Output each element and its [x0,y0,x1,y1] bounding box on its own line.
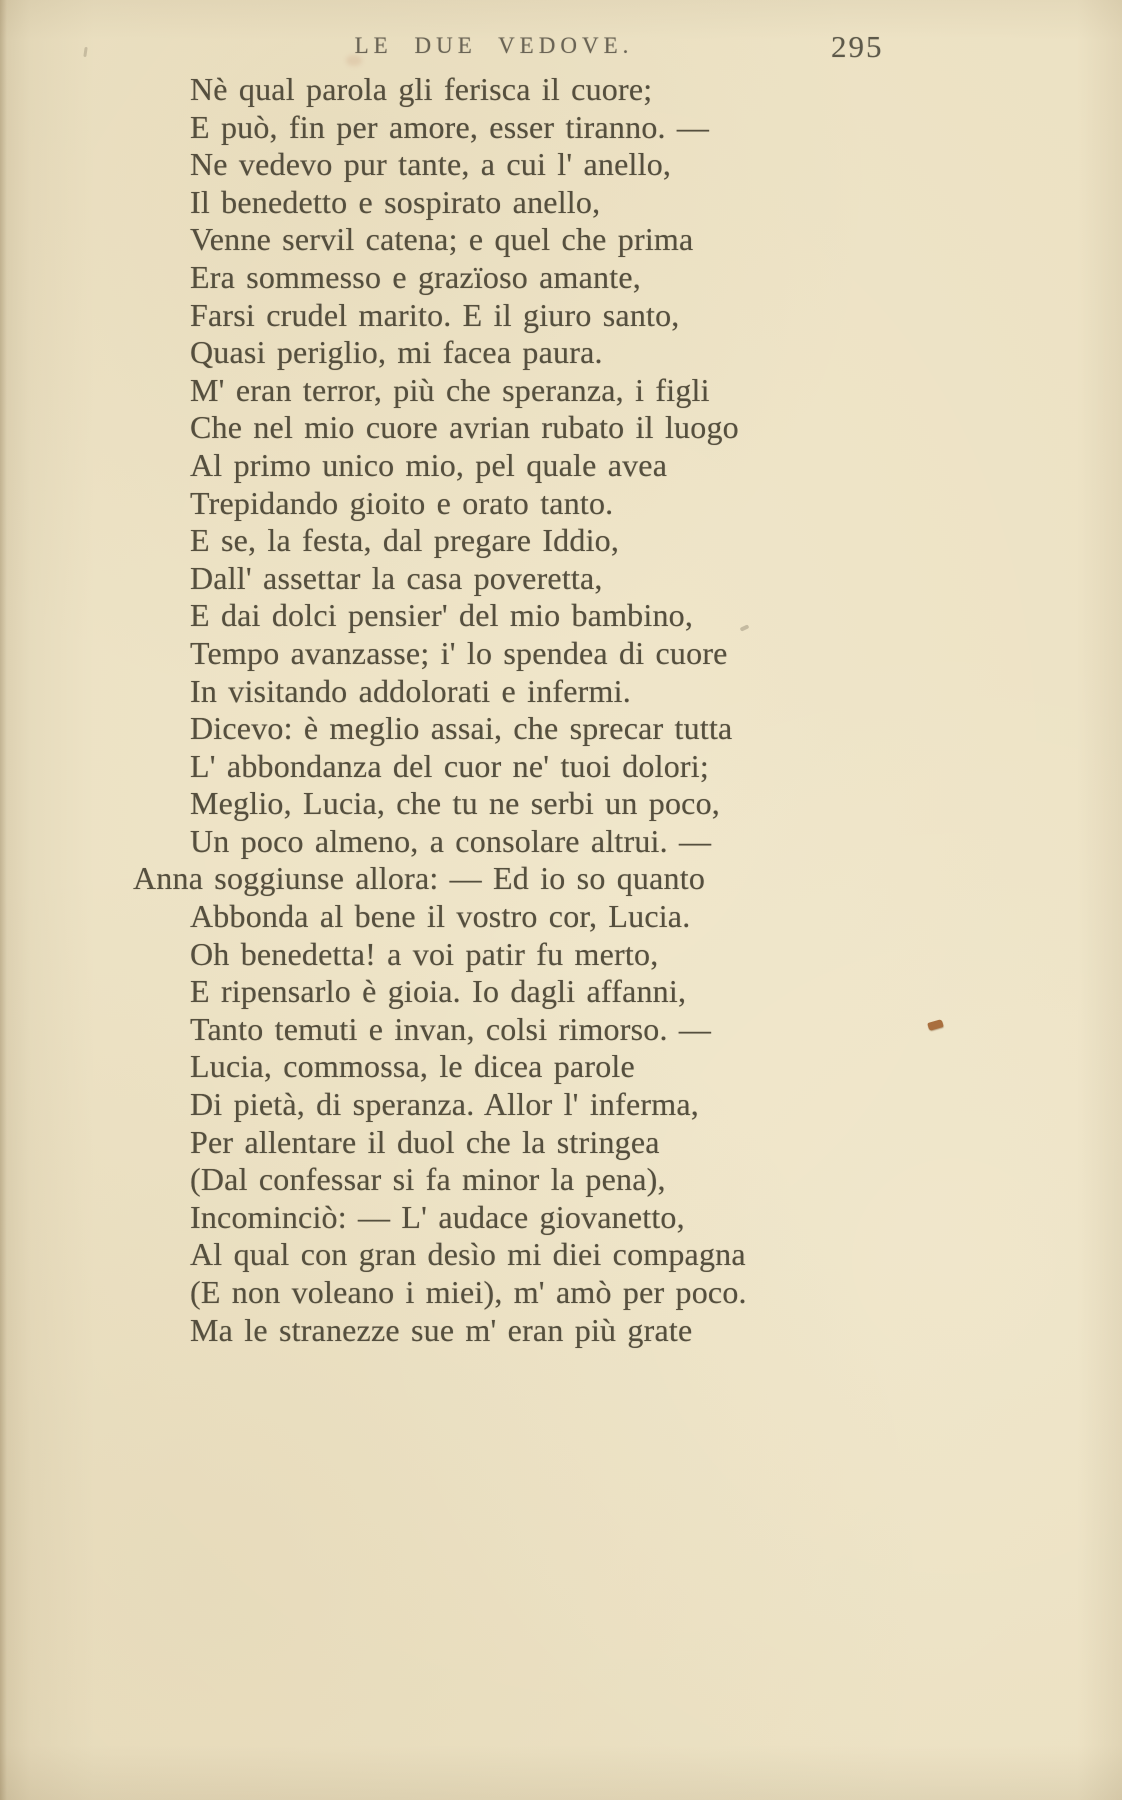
poem-line: In visitando addolorati e infermi. [190,672,631,709]
poem-line: Lucia, commossa, le dicea parole [190,1048,635,1085]
poem-line: Incominciò: — L' audace giovanetto, [190,1198,685,1235]
poem-line: M' eran terror, più che speranza, i figli [190,371,710,408]
poem-line: E può, fin per amore, esser tiranno. — [190,108,710,145]
poem-line: Era sommesso e grazïoso amante, [190,258,641,295]
poem-line: Quasi periglio, mi facea paura. [190,334,603,371]
poem-line: Per allentare il duol che la stringea [190,1123,660,1160]
poem-line: Tempo avanzasse; i' lo spendea di cuore [190,634,728,671]
poem-line: Ne vedevo pur tante, a cui l' anello, [190,146,672,183]
poem-line: Trepidando gioito e orato tanto. [190,484,614,521]
poem-line: (E non voleano i miei), m' amò per poco. [190,1274,747,1310]
poem-line: Dicevo: è meglio assai, che sprecar tutta [190,710,733,747]
poem-line: E dai dolci pensier' del mio bambino, [190,597,694,634]
poem-line: Ma le stranezze sue m' eran più grate [190,1311,693,1348]
poem-line: Venne servil catena; e quel che prima [190,221,694,258]
poem-line: Meglio, Lucia, che tu ne serbi un poco, [190,785,720,822]
paper-stain [346,55,362,66]
poem-line: Al qual con gran desìo mi diei compagna [190,1236,746,1273]
poem-line: Che nel mio cuore avrian rubato il luogo [190,409,739,446]
poem-line: Tanto temuti e invan, colsi rimorso. — [190,1010,712,1047]
poem-line: L' abbondanza del cuor ne' tuoi dolori; [190,747,709,784]
poem-line: Un poco almeno, a consolare altrui. — [190,822,712,859]
poem-line: (Dal confessar si fa minor la pena), [190,1161,666,1198]
margin-ink-mark [83,47,87,57]
running-title: LE DUE VEDOVE. [354,33,634,58]
poem-line: Oh benedetta! a voi patir fu merto, [190,935,659,972]
poem-text [133,71,1092,1349]
poem-line: Nè qual parola gli ferisca il cuore; [190,71,653,107]
poem-line: Abbonda al bene il vostro cor, Lucia. [190,898,691,935]
poem-line: Anna soggiunse allora: — Ed io so quanto [133,860,706,897]
poem-line: Il benedetto e sospirato anello, [190,183,601,220]
poem-line: E ripensarlo è gioia. Io dagli affanni, [190,973,687,1010]
poem-line: Farsi crudel marito. E il giuro santo, [190,296,680,333]
poem-line: Di pietà, di speranza. Allor l' inferma, [190,1086,699,1123]
poem-line: Al primo unico mio, pel quale avea [190,446,668,483]
page-number: 295 [831,29,884,64]
poem-line: E se, la festa, dal pregare Iddio, [190,522,620,559]
poem-line: Dall' assettar la casa poveretta, [190,559,603,596]
